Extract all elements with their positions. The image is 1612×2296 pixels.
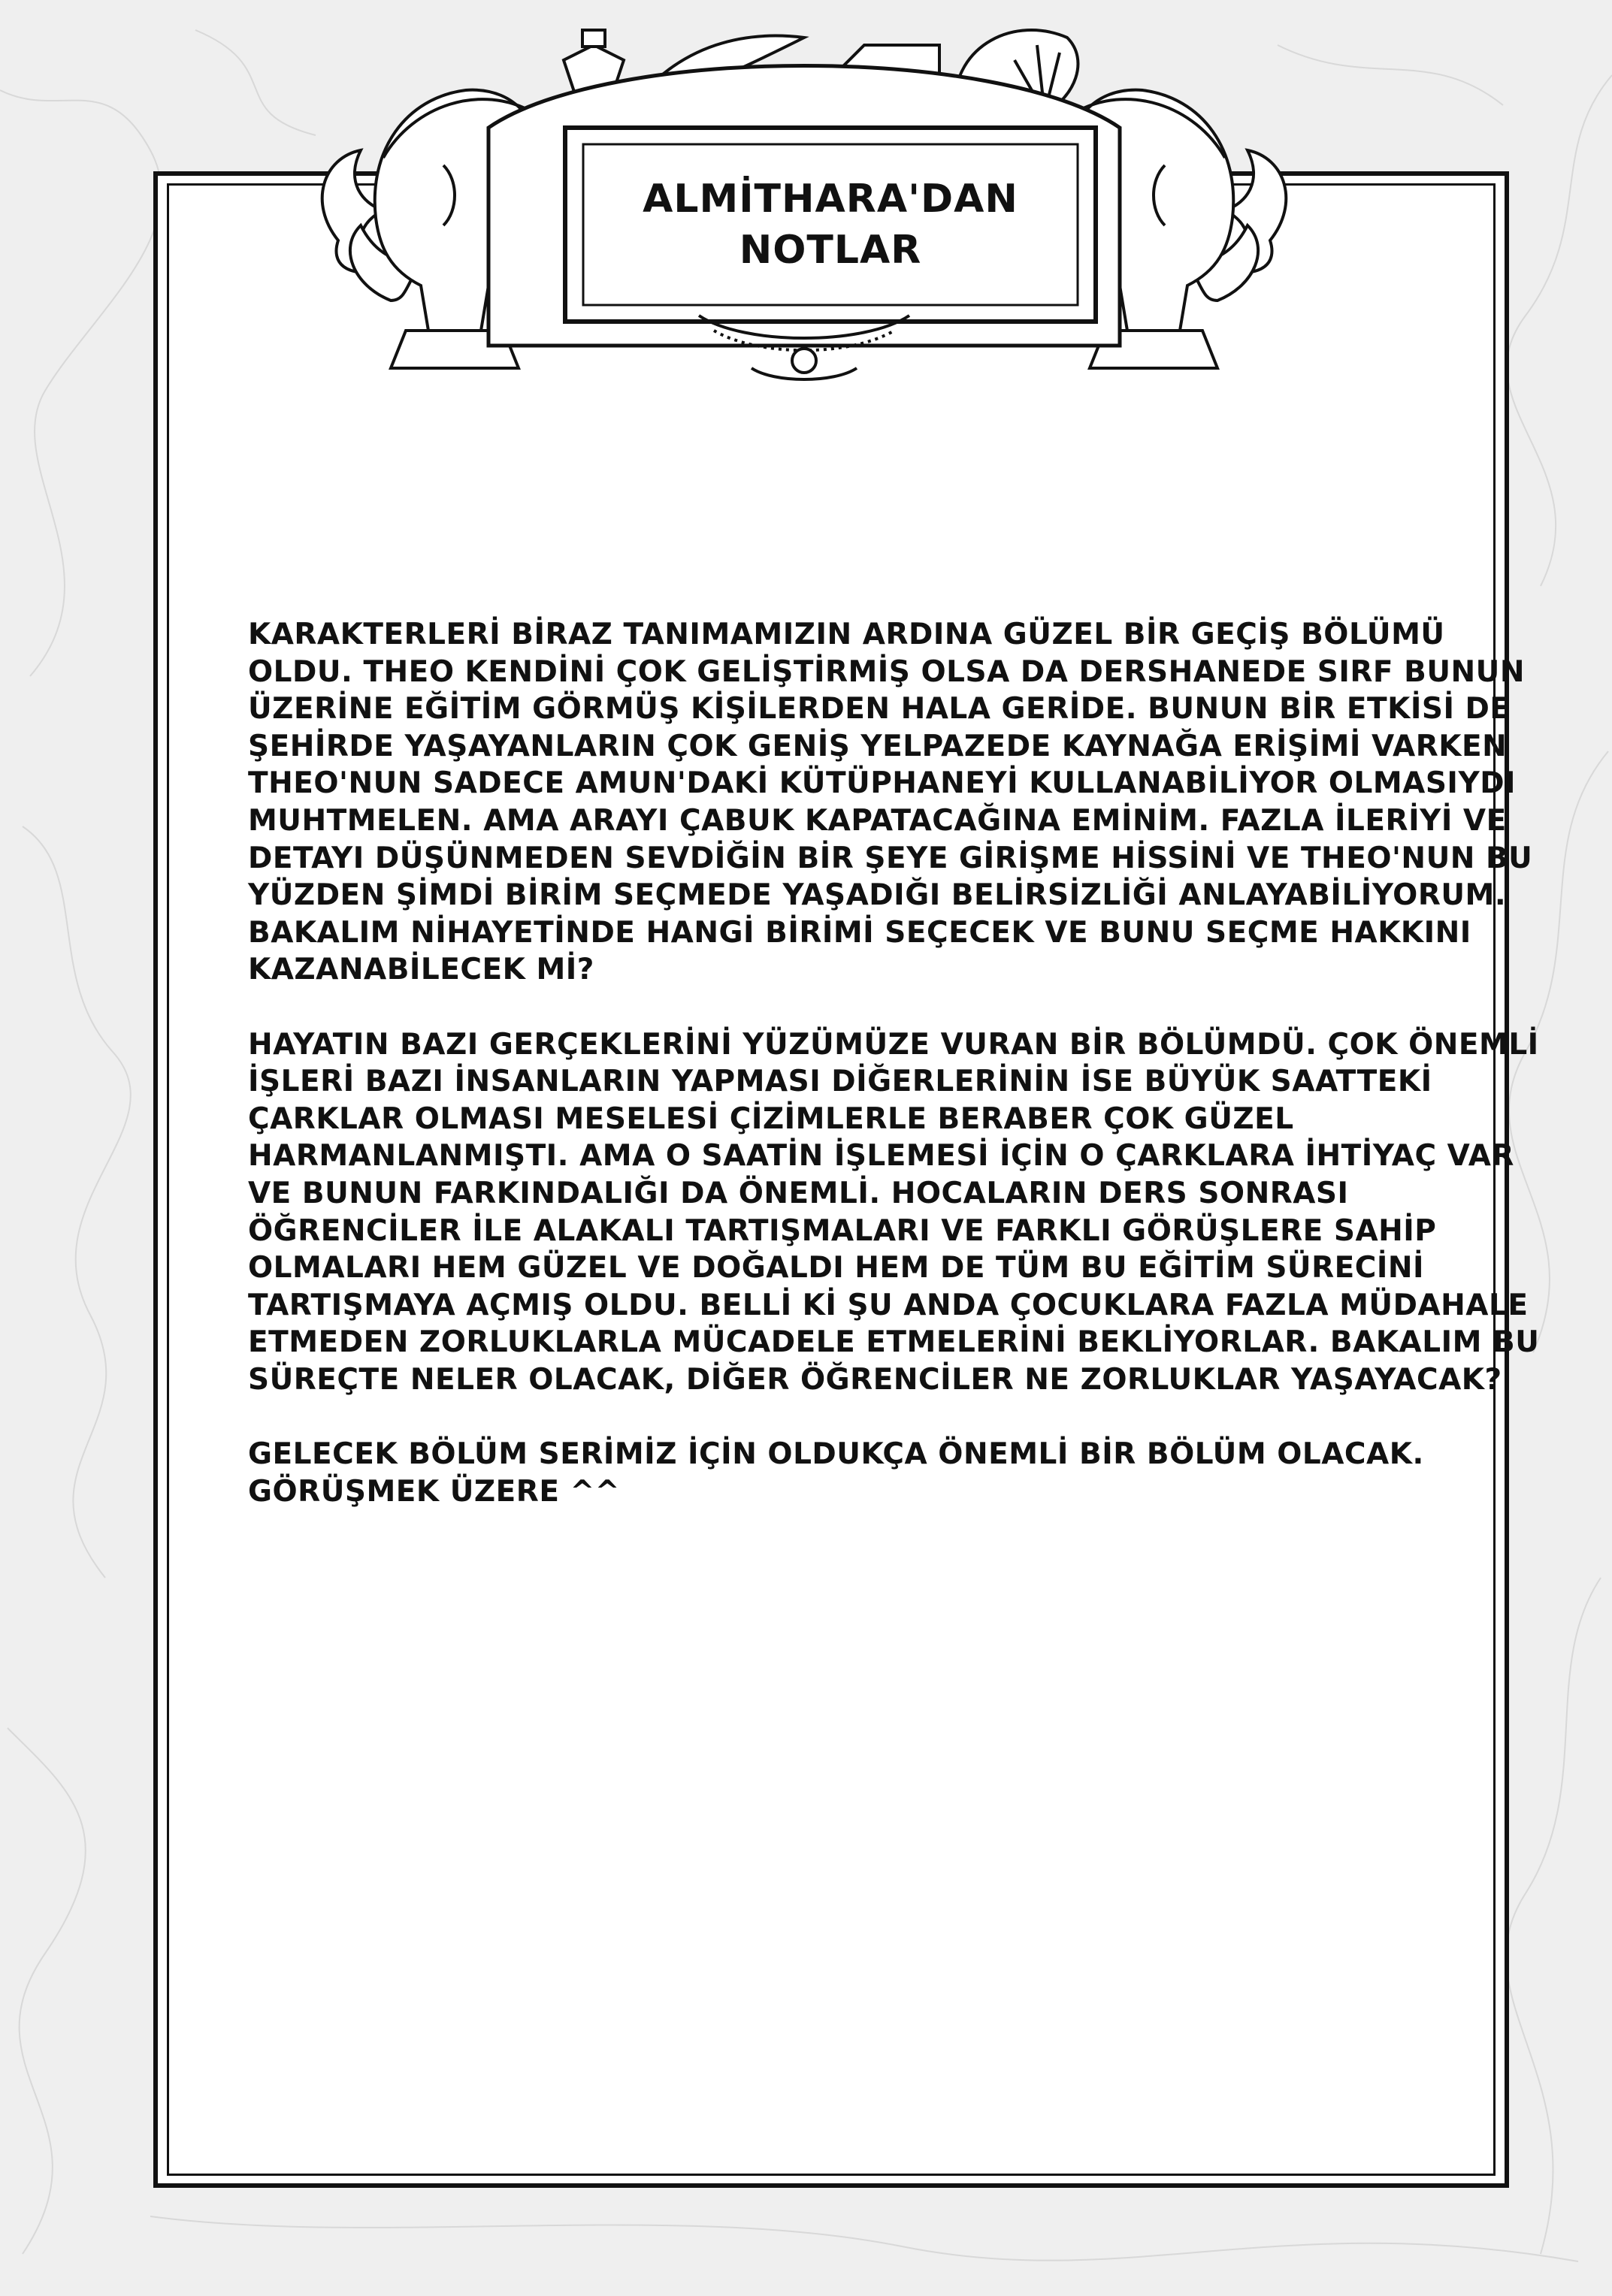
text-line: SÜREÇTE NELER OLACAK, DİĞER ÖĞRENCİLER NE ZORLUKLAR YAŞAYACAK?: [248, 1362, 1502, 1397]
text-line: İŞLERİ BAZI İNSANLARIN YAPMASI DİĞERLERİNİN İSE BÜYÜK SAATTEKİ: [248, 1065, 1432, 1099]
notes-body: [248, 616, 1540, 1548]
text-line: HARMANLANMIŞTI. AMA O SAATİN İŞLEMESİ İÇİN O ÇARKLARA İHTİYAÇ VAR: [248, 1139, 1514, 1174]
text-line: YÜZDEN ŞİMDİ BİRİM SEÇMEDE YAŞADIĞI BELİRSİZLİĞİ ANLAYABİLİYORUM.: [248, 878, 1507, 913]
paragraph-1: [248, 616, 1533, 989]
text-line: OLDU. THEO KENDİNİ ÇOK GELİŞTİRMİŞ OLSA DA DERSHANEDE SIRF BUNUN: [248, 654, 1525, 689]
page-title: [565, 128, 1096, 322]
title-line-2: NOTLAR: [739, 228, 922, 273]
text-line: ÜZERİNE EĞİTİM GÖRMÜŞ KİŞİLERDEN HALA GERİDE. BUNUN BİR ETKİSİ DE: [248, 692, 1511, 727]
text-line: ŞEHİRDE YAŞAYANLARIN ÇOK GENİŞ YELPAZEDE KAYNAĞA ERİŞİMİ VARKEN: [248, 729, 1508, 763]
text-line: KAZANABİLECEK Mİ?: [248, 953, 594, 987]
text-line: DETAYI DÜŞÜNMEDEN SEVDİĞİN BİR ŞEYE GİRİŞME HİSSİNİ VE THEO'NUN BU: [248, 841, 1533, 875]
text-line: KARAKTERLERİ BİRAZ TANIMAMIZIN ARDINA GÜZEL BİR GEÇİŞ BÖLÜMÜ: [248, 618, 1445, 651]
text-line: TARTIŞMAYA AÇMIŞ OLDU. BELLİ Kİ ŞU ANDA ÇOCUKLARA FAZLA MÜDAHALE: [248, 1288, 1529, 1322]
text-line: GÖRÜŞMEK ÜZERE ^^: [248, 1474, 620, 1509]
title-line-1: ALMİTHARA'DAN: [643, 177, 1018, 222]
text-line: ÖĞRENCİLER İLE ALAKALI TARTIŞMALARI VE FARKLI GÖRÜŞLERE SAHİP: [248, 1213, 1437, 1248]
paragraph-2: [248, 1026, 1540, 1399]
text-line: VE BUNUN FARKINDALIĞI DA ÖNEMLİ. HOCALARIN DERS SONRASI: [248, 1176, 1349, 1210]
text-line: HAYATIN BAZI GERÇEKLERİNİ YÜZÜMÜZE VURAN BİR BÖLÜMDÜ. ÇOK ÖNEMLİ: [248, 1027, 1539, 1062]
paragraph-3: [248, 1436, 1480, 1510]
text-line: BAKALIM NİHAYETİNDE HANGİ BİRİMİ SEÇECEK VE BUNU SEÇME HAKKINI: [248, 915, 1471, 950]
text-line: OLMALARI HEM GÜZEL VE DOĞALDI HEM DE TÜM BU EĞİTİM SÜRECİNİ: [248, 1251, 1425, 1285]
text-line: GELECEK BÖLÜM SERİMİZ İÇİN OLDUKÇA ÖNEMLİ BİR BÖLÜM OLACAK.: [248, 1437, 1424, 1472]
text-line: THEO'NUN SADECE AMUN'DAKİ KÜTÜPHANEYİ KULLANABİLİYOR OLMASIYDI: [248, 766, 1517, 801]
text-line: ETMEDEN ZORLUKLARLA MÜCADELE ETMELERİNİ BEKLİYORLAR. BAKALIM BU: [248, 1325, 1540, 1360]
text-line: MUHTMELEN. AMA ARAYI ÇABUK KAPATACAĞINA EMİNİM. FAZLA İLERİYİ VE: [248, 803, 1507, 838]
text-line: ÇARKLAR OLMASI MESELESİ ÇİZİMLERLE BERABER ÇOK GÜZEL: [248, 1101, 1294, 1136]
